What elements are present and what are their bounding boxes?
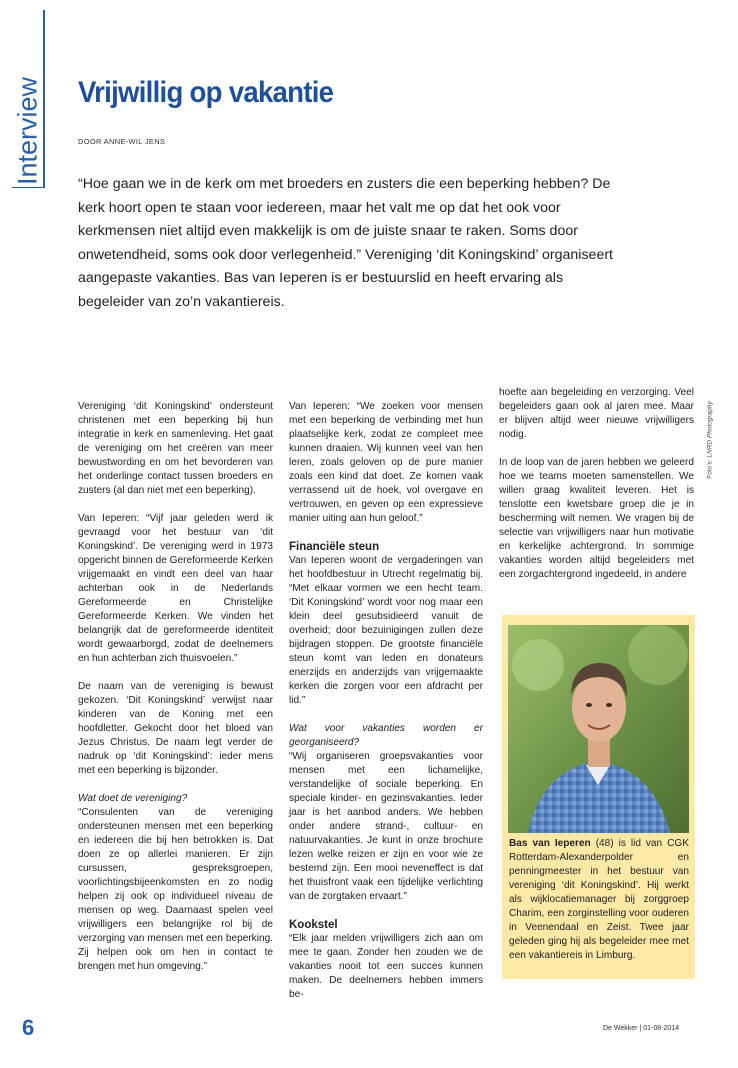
paragraph: Van Ieperen woont de vergaderingen van het hoofdbestuur in Utrecht regelmatig bij. “Met elkaar vormen we een hecht team. ‘Dit Koningskind’ wordt voor nog maar een klein deel gesubsidieerd vanuit de overheid; door bezuinigingen zullen deze bijdragen stoppen. De grootste financiële steun komt van leden en donateurs enerzijds en anderzijds van vrijgemaakte kerken die zorgen voor een afdracht per lid.” bbox=[289, 555, 483, 706]
paragraph: Vereniging ‘dit Koningskind’ ondersteunt christenen met een beperking bij hun integratie in kerk en samenleving. Het gaat de vereniging om het creëren van meer bewustwording en om het bevorderen van het onderlinge contact tussen broeders en zusters (al dan niet met een beperking). bbox=[78, 401, 273, 496]
subheading: Financiële steun bbox=[289, 541, 380, 553]
paragraph: “Elk jaar melden vrijwilligers zich aan om mee te gaan. Zonder hen zouden we de vakanties nooit tot een succes kunnen maken. De deelnemers hebben immers be- bbox=[289, 933, 483, 1000]
paragraph: In de loop van de jaren hebben we geleerd hoe we teams moeten samenstellen. We willen graag kwaliteit leveren. Het is tenslotte een kwetsbare groep die je in bescherming wilt nemen. We vragen bij de selectie van vrijwilligers naar hun motivatie en kerkelijke achtergrond. In sommige vakanties worden altijd begeleiders met een zorgachtergrond ingedeeld, in andere bbox=[499, 457, 694, 580]
column-3 bbox=[499, 386, 694, 596]
page-number: 6 bbox=[22, 1015, 35, 1040]
photo-credit-text: Foto’s: LNRD Photography bbox=[706, 401, 714, 479]
paragraph: “Wij organiseren groepsvakanties voor mensen met een lichamelijke, verstandelijke of sociale beperking. En speciale kinder- en gezinsvakanties. Ieder jaar is het aanbod anders. We hebben onder andere strand-, cultuur- en natuurvakanties. Je kunt in onze brochure lezen welke reizen er zijn en voor wie ze bestemd zijn. Een mooi neveneffect is dat het thuisfront vaak een tijdelijke verlichting van de zorgtaken ervaart.” bbox=[289, 751, 483, 902]
byline: DOOR ANNE-WIL JENS bbox=[78, 137, 166, 146]
photo-credit bbox=[703, 380, 717, 500]
paragraph: “Consulenten van de vereniging ondersteunen mensen met een beperking en iedereen die bij hen betrokken is. Dat doen ze op allerlei manieren. Er zijn cursussen, gespreksgroepen, voorlichtingsbijeenkomsten en zo nodig helpen zij ook op individueel niveau de mensen op weg. Daarnaast spelen veel vrijwilligers een belangrijke rol bij de verzorging van mensen met een beperking. Zij helpen ook om hen in contact te brengen met hun omgeving.” bbox=[78, 807, 273, 972]
paragraph: Van Ieperen: “We zoeken voor mensen met een beperking de verbinding met hun plaatselijke kerk, zodat ze compleet mee kunnen draaien. Wij kunnen veel van hen leren, zoals geloven op de pure manier zoals een kind dat doet. Ze komen vaak verrassend uit de hoek, vol overgave en vertrouwen, en geven op een expressieve manier uiting aan hun geloof.” bbox=[289, 401, 483, 524]
paragraph: De naam van de vereniging is bewust gekozen. ‘Dit Koningskind’ verwijst naar kinderen van de Koning met een hoofdletter. Gekocht door het bloed van Jezus Christus. De naam legt verder de nadruk op ‘dit Koningskind’: ieder mens met een beperking is bijzonder. bbox=[78, 681, 273, 776]
article-title: Vrijwillig op vakantie bbox=[78, 76, 334, 109]
subheading: Kookstel bbox=[289, 919, 338, 931]
intro-paragraph: “Hoe gaan we in de kerk om met broeders en zusters die een beperking hebben? De kerk hoort open te staan voor iedereen, maar het valt me op dat het ook voor kerkmensen niet altijd even makkelijk is om de juiste snaar te raken. Soms door onwetendheid, soms ook door verlegenheid.” Vereniging ‘dit Koningskind’ organiseert aangepaste vakanties. Bas van Ieperen is er bestuurslid en heeft ervaring als begeleider van zo’n vakantiereis. bbox=[78, 176, 613, 310]
column-2 bbox=[289, 400, 483, 1016]
paragraph: Van Ieperen: “Vijf jaar geleden werd ik gevraagd voor het bestuur van ‘dit Koningskind’. De vereniging werd in 1973 opgericht binnen de Gereformeerde Kerken vrijgemaakt en vindt een deel van haar achterban ook in de Nederlands Gereformeerde en Christelijke Gereformeerde Kerken. We vinden het belangrijk dat de gereformeerde identiteit wordt gewaarborgd, zodat de deelnemers en hun achterban zich thuisvoelen.” bbox=[78, 513, 273, 664]
column-1 bbox=[78, 400, 273, 988]
question: Wat doet de vereniging? bbox=[78, 793, 188, 804]
caption-name: Bas van Ieperen bbox=[509, 838, 591, 849]
paragraph: hoefte aan begeleiding en verzorging. Veel begeleiders gaan ook al jaren mee. Maar er blijven altijd weer nieuwe vrijwilligers nodig. bbox=[499, 387, 694, 440]
section-rule-horizontal bbox=[12, 187, 45, 188]
caption-text: (48) is lid van CGK Rotterdam-Alexanderpolder en penningmeester in het bestuur van vereniging ‘dit Koningskind’. Hij werkt als wijklocatiemanager bij zorggroep Charim, een zorginstelling voor ouderen in Veenendaal en Zeist. Twee jaar geleden ging hij als begeleider mee met een vakantiereis in Limburg. bbox=[509, 838, 689, 961]
photo-caption bbox=[509, 837, 689, 963]
portrait-illustration bbox=[508, 625, 689, 833]
section-label-text: Interview bbox=[12, 76, 43, 186]
question: Wat voor vakanties worden er georganiseerd? bbox=[289, 723, 483, 748]
portrait-photo bbox=[508, 625, 689, 833]
footer-publication: De Wekker | 01-08-2014 bbox=[603, 1025, 680, 1032]
section-label bbox=[14, 75, 42, 187]
